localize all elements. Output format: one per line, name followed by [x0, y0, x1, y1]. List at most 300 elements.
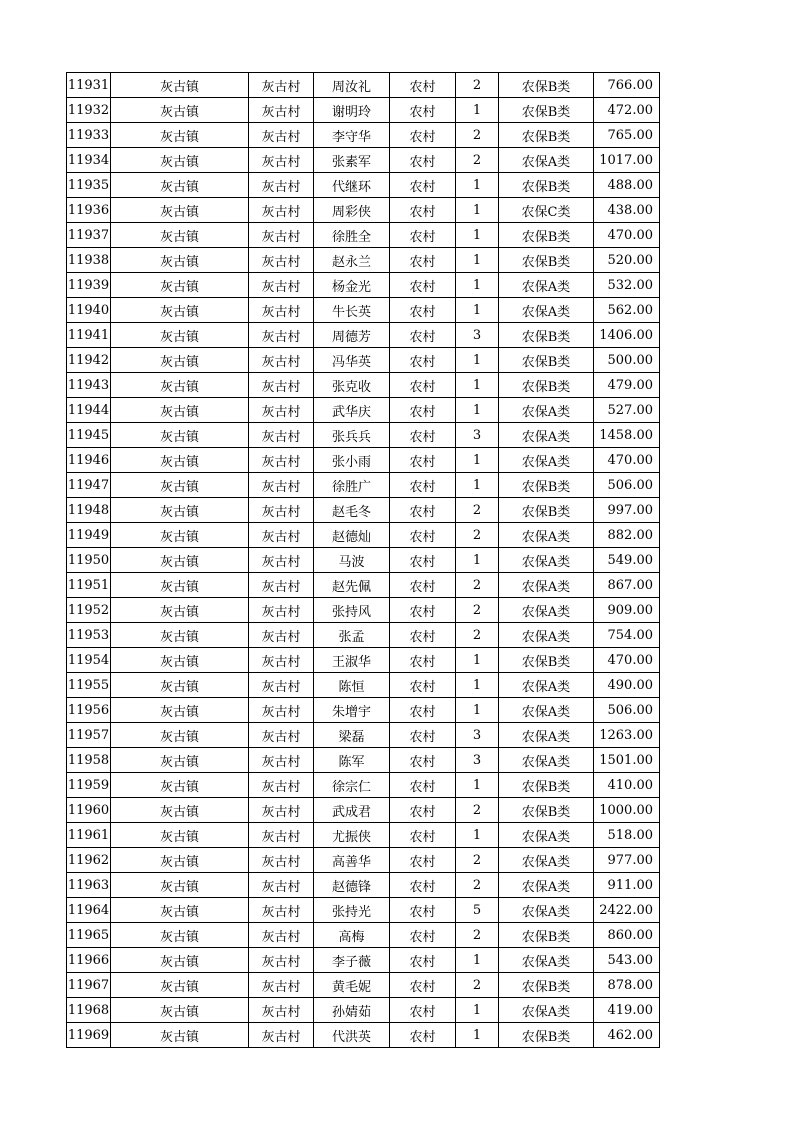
cell-name: 马波: [314, 548, 390, 573]
cell-category: 农保B类: [499, 373, 594, 398]
cell-name: 张小雨: [314, 448, 390, 473]
table-row: [67, 798, 660, 823]
table-row: [67, 748, 660, 773]
cell-id: 11956: [67, 698, 111, 723]
cell-type: 农村: [390, 698, 456, 723]
cell-type: 农村: [390, 723, 456, 748]
cell-amount: 766.00: [594, 73, 660, 98]
cell-village: 灰古村: [249, 548, 314, 573]
cell-type: 农村: [390, 798, 456, 823]
cell-count: 1: [456, 648, 499, 673]
table-row: [67, 373, 660, 398]
cell-count: 2: [456, 798, 499, 823]
cell-amount: 506.00: [594, 473, 660, 498]
table-row: [67, 273, 660, 298]
cell-type: 农村: [390, 348, 456, 373]
table-row: [67, 548, 660, 573]
cell-amount: 549.00: [594, 548, 660, 573]
cell-id: 11953: [67, 623, 111, 648]
cell-category: 农保A类: [499, 448, 594, 473]
table-row: [67, 198, 660, 223]
cell-id: 11968: [67, 998, 111, 1023]
cell-village: 灰古村: [249, 173, 314, 198]
cell-amount: 562.00: [594, 298, 660, 323]
table-row: [67, 573, 660, 598]
cell-count: 1: [456, 248, 499, 273]
cell-count: 1: [456, 398, 499, 423]
cell-amount: 500.00: [594, 348, 660, 373]
cell-category: 农保B类: [499, 473, 594, 498]
cell-count: 2: [456, 498, 499, 523]
cell-amount: 462.00: [594, 1023, 660, 1048]
cell-count: 1: [456, 198, 499, 223]
cell-category: 农保B类: [499, 498, 594, 523]
cell-town: 灰古镇: [111, 873, 249, 898]
cell-amount: 438.00: [594, 198, 660, 223]
table-row: [67, 973, 660, 998]
cell-amount: 470.00: [594, 223, 660, 248]
cell-category: 农保A类: [499, 723, 594, 748]
cell-type: 农村: [390, 273, 456, 298]
cell-id: 11938: [67, 248, 111, 273]
cell-count: 1: [456, 448, 499, 473]
cell-town: 灰古镇: [111, 98, 249, 123]
cell-amount: 506.00: [594, 698, 660, 723]
table-body: [67, 73, 660, 1048]
cell-name: 谢明玲: [314, 98, 390, 123]
cell-name: 徐胜全: [314, 223, 390, 248]
cell-type: 农村: [390, 773, 456, 798]
cell-count: 1: [456, 348, 499, 373]
cell-amount: 470.00: [594, 448, 660, 473]
cell-id: 11936: [67, 198, 111, 223]
cell-amount: 1501.00: [594, 748, 660, 773]
cell-town: 灰古镇: [111, 948, 249, 973]
cell-town: 灰古镇: [111, 373, 249, 398]
cell-town: 灰古镇: [111, 698, 249, 723]
cell-type: 农村: [390, 448, 456, 473]
cell-id: 11964: [67, 898, 111, 923]
cell-category: 农保B类: [499, 773, 594, 798]
cell-category: 农保A类: [499, 573, 594, 598]
cell-name: 张克收: [314, 373, 390, 398]
cell-id: 11952: [67, 598, 111, 623]
cell-count: 2: [456, 848, 499, 873]
cell-amount: 909.00: [594, 598, 660, 623]
cell-type: 农村: [390, 598, 456, 623]
cell-name: 李守华: [314, 123, 390, 148]
cell-id: 11965: [67, 923, 111, 948]
table-row: [67, 723, 660, 748]
cell-id: 11967: [67, 973, 111, 998]
cell-village: 灰古村: [249, 448, 314, 473]
cell-category: 农保B类: [499, 798, 594, 823]
cell-type: 农村: [390, 73, 456, 98]
cell-village: 灰古村: [249, 773, 314, 798]
cell-village: 灰古村: [249, 748, 314, 773]
table-row: [67, 598, 660, 623]
cell-name: 杨金光: [314, 273, 390, 298]
table-row: [67, 98, 660, 123]
cell-type: 农村: [390, 548, 456, 573]
cell-town: 灰古镇: [111, 298, 249, 323]
cell-category: 农保B类: [499, 223, 594, 248]
cell-count: 1: [456, 373, 499, 398]
cell-id: 11951: [67, 573, 111, 598]
cell-category: 农保A类: [499, 748, 594, 773]
cell-town: 灰古镇: [111, 198, 249, 223]
cell-count: 2: [456, 73, 499, 98]
cell-village: 灰古村: [249, 623, 314, 648]
table-row: [67, 323, 660, 348]
cell-amount: 867.00: [594, 573, 660, 598]
cell-name: 张素军: [314, 148, 390, 173]
cell-name: 陈恒: [314, 673, 390, 698]
cell-village: 灰古村: [249, 198, 314, 223]
cell-town: 灰古镇: [111, 173, 249, 198]
cell-amount: 1263.00: [594, 723, 660, 748]
cell-village: 灰古村: [249, 498, 314, 523]
cell-type: 农村: [390, 673, 456, 698]
cell-town: 灰古镇: [111, 73, 249, 98]
cell-type: 农村: [390, 498, 456, 523]
cell-count: 1: [456, 548, 499, 573]
cell-type: 农村: [390, 648, 456, 673]
cell-category: 农保B类: [499, 973, 594, 998]
cell-amount: 1017.00: [594, 148, 660, 173]
cell-village: 灰古村: [249, 648, 314, 673]
cell-count: 1: [456, 273, 499, 298]
cell-name: 张持风: [314, 598, 390, 623]
cell-name: 梁磊: [314, 723, 390, 748]
cell-amount: 765.00: [594, 123, 660, 148]
cell-village: 灰古村: [249, 73, 314, 98]
cell-name: 李子薇: [314, 948, 390, 973]
table-row: [67, 623, 660, 648]
cell-id: 11962: [67, 848, 111, 873]
cell-amount: 490.00: [594, 673, 660, 698]
cell-name: 张持光: [314, 898, 390, 923]
cell-village: 灰古村: [249, 873, 314, 898]
cell-town: 灰古镇: [111, 548, 249, 573]
cell-name: 代洪英: [314, 1023, 390, 1048]
cell-id: 11958: [67, 748, 111, 773]
cell-town: 灰古镇: [111, 423, 249, 448]
cell-name: 高善华: [314, 848, 390, 873]
cell-type: 农村: [390, 973, 456, 998]
cell-category: 农保A类: [499, 823, 594, 848]
records-table: [66, 72, 660, 1048]
table-row: [67, 223, 660, 248]
cell-town: 灰古镇: [111, 223, 249, 248]
cell-town: 灰古镇: [111, 748, 249, 773]
cell-category: 农保A类: [499, 148, 594, 173]
cell-town: 灰古镇: [111, 623, 249, 648]
cell-amount: 882.00: [594, 523, 660, 548]
cell-village: 灰古村: [249, 373, 314, 398]
cell-name: 孙婧茹: [314, 998, 390, 1023]
cell-id: 11948: [67, 498, 111, 523]
cell-count: 3: [456, 423, 499, 448]
cell-category: 农保A类: [499, 623, 594, 648]
cell-type: 农村: [390, 248, 456, 273]
cell-id: 11946: [67, 448, 111, 473]
cell-town: 灰古镇: [111, 148, 249, 173]
cell-name: 牛长英: [314, 298, 390, 323]
cell-id: 11969: [67, 1023, 111, 1048]
cell-count: 1: [456, 948, 499, 973]
cell-count: 2: [456, 123, 499, 148]
cell-category: 农保A类: [499, 698, 594, 723]
cell-amount: 472.00: [594, 98, 660, 123]
cell-count: 1: [456, 773, 499, 798]
cell-type: 农村: [390, 198, 456, 223]
cell-count: 2: [456, 598, 499, 623]
cell-village: 灰古村: [249, 323, 314, 348]
cell-amount: 527.00: [594, 398, 660, 423]
cell-amount: 520.00: [594, 248, 660, 273]
cell-village: 灰古村: [249, 123, 314, 148]
cell-village: 灰古村: [249, 298, 314, 323]
cell-category: 农保A类: [499, 548, 594, 573]
cell-count: 3: [456, 723, 499, 748]
table-row: [67, 348, 660, 373]
cell-category: 农保B类: [499, 923, 594, 948]
cell-village: 灰古村: [249, 723, 314, 748]
cell-id: 11959: [67, 773, 111, 798]
cell-name: 高梅: [314, 923, 390, 948]
cell-type: 农村: [390, 523, 456, 548]
cell-village: 灰古村: [249, 573, 314, 598]
cell-village: 灰古村: [249, 698, 314, 723]
cell-name: 徐宗仁: [314, 773, 390, 798]
cell-village: 灰古村: [249, 848, 314, 873]
cell-id: 11966: [67, 948, 111, 973]
cell-type: 农村: [390, 1023, 456, 1048]
cell-town: 灰古镇: [111, 848, 249, 873]
cell-amount: 911.00: [594, 873, 660, 898]
cell-category: 农保A类: [499, 298, 594, 323]
cell-town: 灰古镇: [111, 723, 249, 748]
cell-town: 灰古镇: [111, 323, 249, 348]
cell-name: 赵永兰: [314, 248, 390, 273]
cell-name: 赵德灿: [314, 523, 390, 548]
table-row: [67, 173, 660, 198]
cell-type: 农村: [390, 173, 456, 198]
table-row: [67, 698, 660, 723]
cell-town: 灰古镇: [111, 823, 249, 848]
cell-count: 2: [456, 923, 499, 948]
cell-category: 农保A类: [499, 273, 594, 298]
cell-village: 灰古村: [249, 673, 314, 698]
cell-id: 11960: [67, 798, 111, 823]
cell-amount: 754.00: [594, 623, 660, 648]
cell-category: 农保A类: [499, 898, 594, 923]
cell-id: 11947: [67, 473, 111, 498]
cell-amount: 1458.00: [594, 423, 660, 448]
cell-id: 11933: [67, 123, 111, 148]
cell-type: 农村: [390, 398, 456, 423]
cell-name: 尤振侠: [314, 823, 390, 848]
cell-town: 灰古镇: [111, 448, 249, 473]
cell-village: 灰古村: [249, 598, 314, 623]
cell-amount: 532.00: [594, 273, 660, 298]
cell-name: 赵先佩: [314, 573, 390, 598]
table-row: [67, 73, 660, 98]
cell-village: 灰古村: [249, 923, 314, 948]
cell-town: 灰古镇: [111, 398, 249, 423]
cell-village: 灰古村: [249, 98, 314, 123]
cell-count: 1: [456, 1023, 499, 1048]
table-row: [67, 773, 660, 798]
cell-count: 3: [456, 748, 499, 773]
cell-town: 灰古镇: [111, 598, 249, 623]
cell-type: 农村: [390, 148, 456, 173]
cell-id: 11963: [67, 873, 111, 898]
cell-name: 朱增宇: [314, 698, 390, 723]
cell-id: 11954: [67, 648, 111, 673]
cell-count: 3: [456, 323, 499, 348]
cell-name: 武成君: [314, 798, 390, 823]
cell-id: 11955: [67, 673, 111, 698]
cell-town: 灰古镇: [111, 998, 249, 1023]
cell-name: 张兵兵: [314, 423, 390, 448]
cell-id: 11945: [67, 423, 111, 448]
cell-id: 11949: [67, 523, 111, 548]
cell-count: 1: [456, 698, 499, 723]
cell-town: 灰古镇: [111, 573, 249, 598]
cell-count: 1: [456, 173, 499, 198]
cell-name: 冯华英: [314, 348, 390, 373]
cell-type: 农村: [390, 998, 456, 1023]
cell-name: 赵毛冬: [314, 498, 390, 523]
cell-town: 灰古镇: [111, 973, 249, 998]
cell-town: 灰古镇: [111, 648, 249, 673]
cell-count: 2: [456, 523, 499, 548]
cell-category: 农保A类: [499, 523, 594, 548]
cell-amount: 997.00: [594, 498, 660, 523]
cell-category: 农保B类: [499, 1023, 594, 1048]
cell-type: 农村: [390, 623, 456, 648]
cell-town: 灰古镇: [111, 923, 249, 948]
table-row: [67, 848, 660, 873]
cell-id: 11932: [67, 98, 111, 123]
cell-town: 灰古镇: [111, 123, 249, 148]
table-row: [67, 998, 660, 1023]
cell-id: 11931: [67, 73, 111, 98]
cell-name: 黄毛妮: [314, 973, 390, 998]
cell-id: 11939: [67, 273, 111, 298]
cell-category: 农保B类: [499, 323, 594, 348]
cell-category: 农保A类: [499, 998, 594, 1023]
cell-name: 徐胜广: [314, 473, 390, 498]
cell-village: 灰古村: [249, 223, 314, 248]
cell-category: 农保A类: [499, 598, 594, 623]
cell-category: 农保A类: [499, 423, 594, 448]
cell-name: 周汝礼: [314, 73, 390, 98]
cell-amount: 419.00: [594, 998, 660, 1023]
cell-category: 农保A类: [499, 873, 594, 898]
cell-category: 农保B类: [499, 248, 594, 273]
cell-village: 灰古村: [249, 248, 314, 273]
cell-category: 农保B类: [499, 73, 594, 98]
cell-town: 灰古镇: [111, 673, 249, 698]
cell-type: 农村: [390, 473, 456, 498]
cell-name: 代继环: [314, 173, 390, 198]
cell-amount: 977.00: [594, 848, 660, 873]
cell-amount: 878.00: [594, 973, 660, 998]
cell-count: 2: [456, 573, 499, 598]
cell-type: 农村: [390, 948, 456, 973]
cell-name: 周彩侠: [314, 198, 390, 223]
table-row: [67, 673, 660, 698]
table-row: [67, 923, 660, 948]
cell-count: 1: [456, 98, 499, 123]
cell-name: 王淑华: [314, 648, 390, 673]
cell-count: 1: [456, 473, 499, 498]
cell-town: 灰古镇: [111, 1023, 249, 1048]
cell-count: 5: [456, 898, 499, 923]
cell-type: 农村: [390, 223, 456, 248]
cell-id: 11940: [67, 298, 111, 323]
cell-category: 农保A类: [499, 948, 594, 973]
cell-category: 农保B类: [499, 648, 594, 673]
cell-id: 11950: [67, 548, 111, 573]
cell-type: 农村: [390, 898, 456, 923]
cell-town: 灰古镇: [111, 248, 249, 273]
cell-amount: 543.00: [594, 948, 660, 973]
cell-type: 农村: [390, 323, 456, 348]
table-row: [67, 898, 660, 923]
cell-category: 农保C类: [499, 198, 594, 223]
table-row: [67, 648, 660, 673]
cell-id: 11944: [67, 398, 111, 423]
table-row: [67, 248, 660, 273]
cell-amount: 860.00: [594, 923, 660, 948]
cell-amount: 479.00: [594, 373, 660, 398]
cell-type: 农村: [390, 923, 456, 948]
cell-name: 陈军: [314, 748, 390, 773]
table-row: [67, 423, 660, 448]
cell-count: 1: [456, 298, 499, 323]
cell-town: 灰古镇: [111, 898, 249, 923]
table-row: [67, 473, 660, 498]
cell-category: 农保A类: [499, 673, 594, 698]
cell-category: 农保B类: [499, 348, 594, 373]
cell-village: 灰古村: [249, 398, 314, 423]
cell-category: 农保A类: [499, 848, 594, 873]
cell-village: 灰古村: [249, 798, 314, 823]
cell-id: 11934: [67, 148, 111, 173]
cell-name: 张孟: [314, 623, 390, 648]
cell-amount: 410.00: [594, 773, 660, 798]
cell-village: 灰古村: [249, 1023, 314, 1048]
cell-type: 农村: [390, 823, 456, 848]
cell-amount: 2422.00: [594, 898, 660, 923]
cell-type: 农村: [390, 123, 456, 148]
cell-town: 灰古镇: [111, 498, 249, 523]
cell-village: 灰古村: [249, 973, 314, 998]
table-row: [67, 123, 660, 148]
cell-count: 1: [456, 998, 499, 1023]
cell-town: 灰古镇: [111, 798, 249, 823]
cell-town: 灰古镇: [111, 273, 249, 298]
cell-village: 灰古村: [249, 898, 314, 923]
cell-count: 2: [456, 873, 499, 898]
cell-town: 灰古镇: [111, 348, 249, 373]
cell-type: 农村: [390, 848, 456, 873]
table-row: [67, 148, 660, 173]
